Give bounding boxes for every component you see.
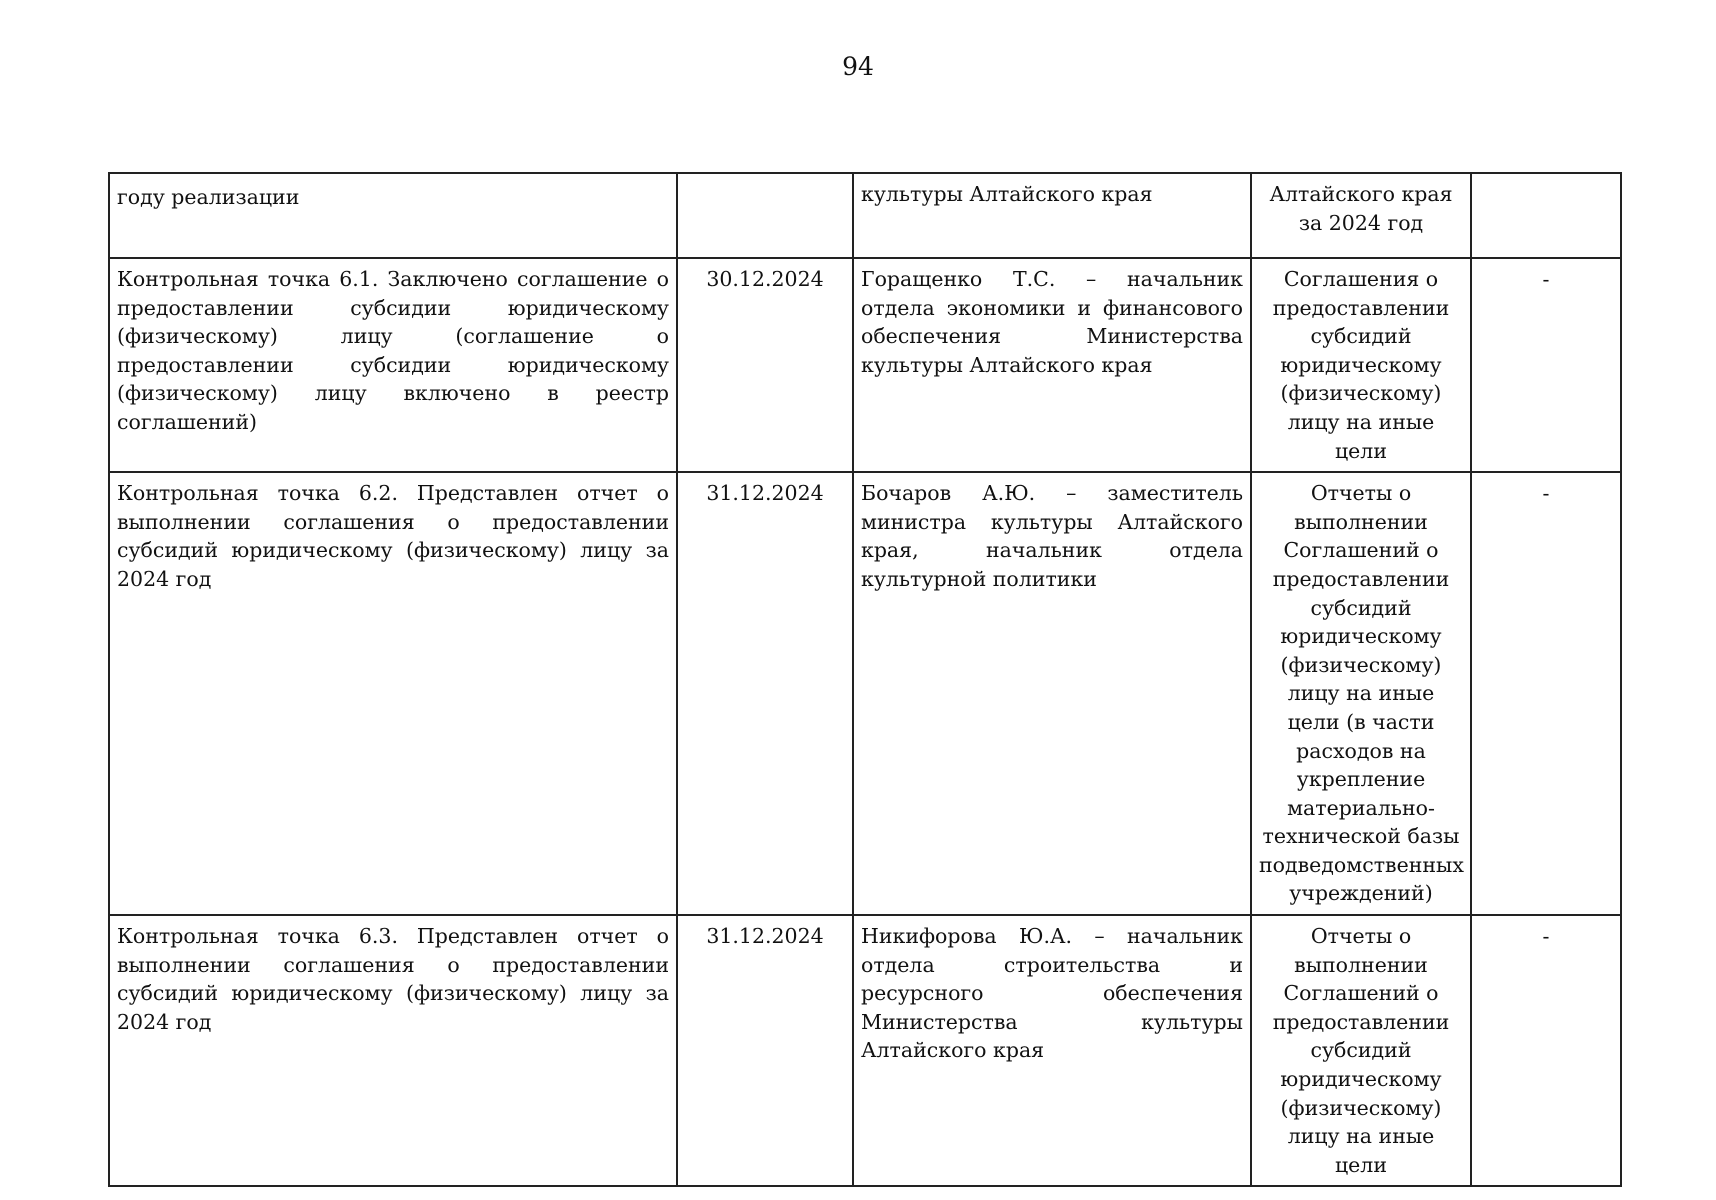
responsible-cell: культуры Алтайского края <box>853 173 1251 258</box>
date-cell: 31.12.2024 <box>677 472 853 915</box>
info-cell <box>1471 173 1621 258</box>
event-cell: Контрольная точка 6.3. Представлен отчет о выполнении соглашения о предоставлении субсидий юридическому (физическому) лицу за 2024 год <box>109 915 677 1186</box>
responsible-cell: Никифорова Ю.А. – начальник отдела строительства и ресурсного обеспечения Министерства культуры Алтайского края <box>853 915 1251 1186</box>
table-row-continued <box>109 173 1621 258</box>
event-cell: Контрольная точка 6.2. Представлен отчет о выполнении соглашения о предоставлении субсидий юридическому (физическому) лицу за 2024 год <box>109 472 677 915</box>
page-number: 94 <box>842 52 874 81</box>
control-points-table <box>108 172 1622 1187</box>
document-cell: Алтайского края за 2024 год <box>1251 173 1471 258</box>
event-cell: году реализации <box>109 173 677 258</box>
responsible-cell: Горащенко Т.С. – начальник отдела экономики и финансового обеспечения Министерства культуры Алтайского края <box>853 258 1251 472</box>
table-row <box>109 915 1621 1186</box>
document-cell: Отчеты о выполнении Соглашений о предоставлении субсидий юридическому (физическому) лицу на иные цели (в части расходов на укрепление материально-технической базы подведомственных учреждений) <box>1251 472 1471 915</box>
responsible-cell: Бочаров А.Ю. – заместитель министра культуры Алтайского края, начальник отдела культурной политики <box>853 472 1251 915</box>
info-cell: - <box>1471 258 1621 472</box>
info-cell: - <box>1471 472 1621 915</box>
date-cell: 30.12.2024 <box>677 258 853 472</box>
date-cell: 31.12.2024 <box>677 915 853 1186</box>
event-cell: Контрольная точка 6.1. Заключено соглашение о предоставлении субсидии юридическому (физическому) лицу (соглашение о предоставлении субсидии юридическому (физическому) лицу включено в реестр соглашений) <box>109 258 677 472</box>
table-row <box>109 472 1621 915</box>
info-cell: - <box>1471 915 1621 1186</box>
date-cell <box>677 173 853 258</box>
document-cell: Отчеты о выполнении Соглашений о предоставлении субсидий юридическому (физическому) лицу на иные цели <box>1251 915 1471 1186</box>
table-row <box>109 258 1621 472</box>
document-cell: Соглашения о предоставлении субсидий юридическому (физическому) лицу на иные цели <box>1251 258 1471 472</box>
